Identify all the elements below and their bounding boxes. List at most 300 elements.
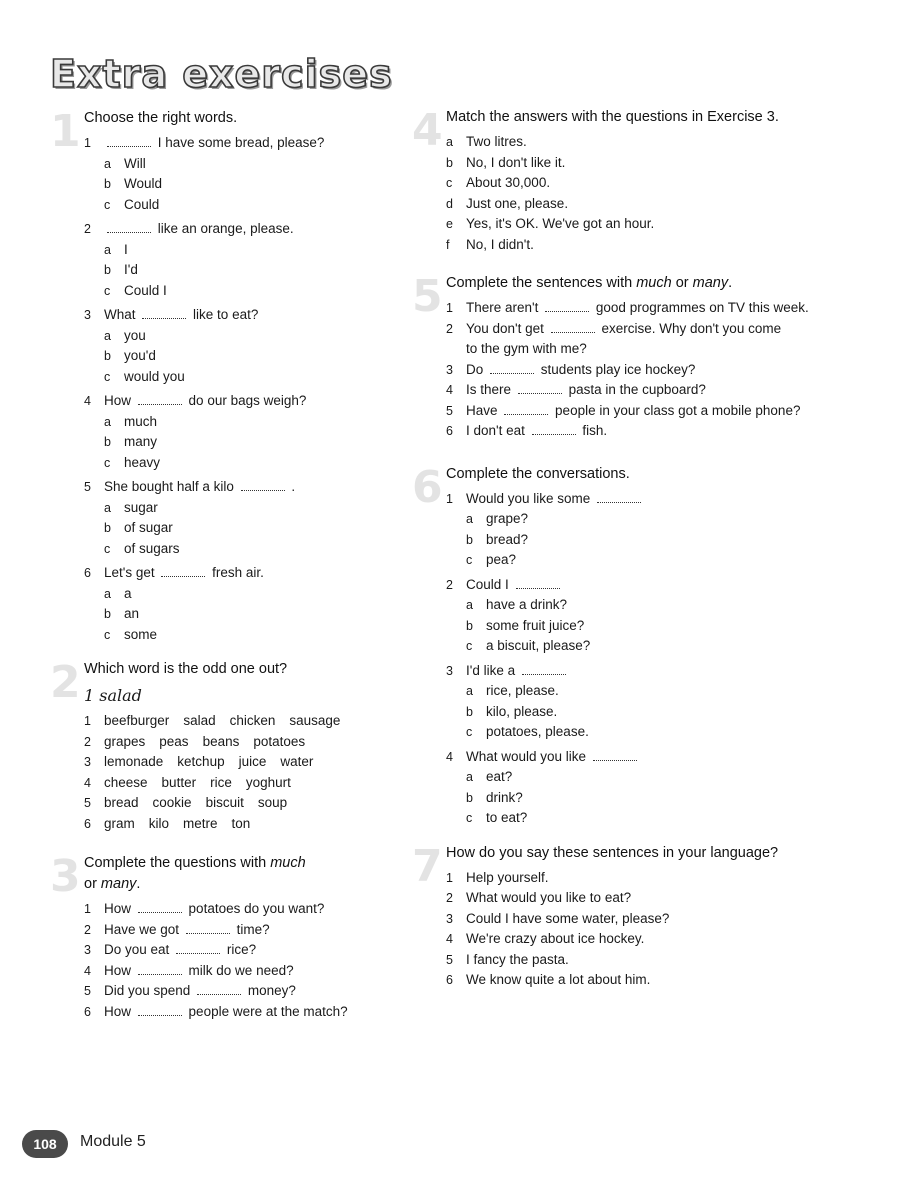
answer-row [446,173,842,194]
word: juice [238,754,267,769]
exercise-number: 6 [412,461,443,513]
word: water [280,754,314,769]
answer-blank[interactable] [138,901,182,913]
heading-many: many [100,876,137,892]
option-row [446,767,842,788]
question-pre: Could I [466,576,509,592]
question-post: fish. [582,423,608,438]
answer-blank[interactable] [138,963,182,975]
sentence-text: We're crazy about ice hockey. [466,931,645,946]
option-letter: c [104,197,111,212]
option-text: much [124,413,158,429]
question-text [466,575,842,596]
question-row [446,360,842,381]
option-letter: c [466,811,473,825]
question-text [466,319,842,340]
exercise-number: 5 [412,271,443,322]
sentence-row [446,929,842,950]
question-row [84,940,450,961]
word-group [104,793,450,814]
option-letter: c [104,541,111,556]
answer-blank[interactable] [107,135,151,147]
question-number: 5 [84,984,91,998]
answer-blank[interactable] [197,983,241,995]
word: metre [183,815,218,831]
question-list [84,899,450,1022]
word: kilo [148,815,170,831]
sentence-number: 2 [446,891,453,905]
word: peas [159,733,189,749]
question-row [446,489,842,510]
question-text [104,1002,450,1023]
option-row [446,722,842,743]
word: ketchup [177,754,225,769]
continuation-text: to the gym with me? [466,341,587,356]
question-number: 2 [84,222,91,236]
option-text: heavy [124,454,161,470]
question-number: 1 [446,491,453,506]
exercise-number: 4 [412,105,443,156]
exercise-6 [412,461,842,829]
option-letter: b [466,618,473,633]
answer-blank[interactable] [518,382,562,394]
question-pre: How [104,393,132,408]
question-pre: She bought half a kilo [104,479,234,494]
option-text: pea? [486,552,517,567]
question-pre: You don't get [466,320,544,336]
option-letter: a [466,598,473,612]
question-pre: How [104,1003,132,1019]
exercise-1 [50,105,450,645]
question-text [104,219,450,240]
option-text: eat? [486,769,513,784]
option-text: to eat? [486,810,528,825]
question-text [466,380,842,401]
question-row [446,661,842,682]
answer-letter: f [446,237,450,252]
question-row [446,380,842,401]
heading-or: or [671,275,693,291]
answer-row [446,214,842,235]
question-pre: What [104,307,136,322]
option-row [84,518,450,539]
question-pre: Let's get [104,565,155,580]
option-row [84,539,450,560]
question-post: students play ice hockey? [540,361,696,377]
word: lemonade [104,754,164,769]
question-pre: Do [466,361,484,377]
option-text: many [124,434,158,449]
question-number: 1 [84,136,91,150]
question-list [84,133,450,645]
answer-row [446,132,842,153]
question-pre: How [104,901,132,916]
word: grapes [104,733,146,749]
question-post: money? [247,983,296,998]
option-text: a [124,585,132,601]
heading-text: Complete the sentences with [446,275,637,291]
sentence-text: What would you like to eat? [466,890,632,905]
answer-row [446,235,842,256]
word: potatoes [253,733,306,749]
option-text: some [124,626,158,642]
sentence-list [446,868,842,991]
heading-end: . [728,275,733,291]
answer-blank[interactable] [138,1004,182,1016]
question-text [466,421,842,442]
row-number: 6 [84,816,91,831]
question-pre: What would you like [466,748,587,764]
question-row [84,920,450,941]
answer-blank[interactable] [551,321,595,333]
question-pre: Have [466,402,498,418]
answer-text: Just one, please. [466,195,569,211]
exercise-5 [412,273,842,442]
exercise-heading [446,273,842,294]
option-row [446,509,842,530]
answer-row [446,153,842,174]
option-row [84,367,450,388]
question-number: 4 [446,383,453,397]
answer-text: Two litres. [466,134,527,149]
answer-text: Yes, it's OK. We've got an hour. [466,216,655,231]
answer-text: No, I didn't. [466,236,534,252]
answer-letter: e [446,217,453,231]
question-text [104,305,450,326]
question-post: time? [236,921,270,937]
option-text: an [124,606,140,621]
option-row [84,498,450,519]
sentence-number: 3 [446,911,453,926]
word: biscuit [205,795,244,810]
word: beefburger [104,713,170,728]
answer-blank[interactable] [532,423,576,435]
question-text [104,477,450,498]
question-number: 4 [84,963,91,978]
question-pre: How [104,962,132,978]
question-post: like to eat? [193,307,259,322]
option-row [446,530,842,551]
question-number: 2 [446,321,453,336]
question-text [104,563,450,584]
row-number: 5 [84,796,91,810]
word: ton [231,815,251,831]
option-row [446,616,842,637]
option-letter: c [466,639,473,653]
word: salad [183,713,216,728]
word: chicken [229,713,276,728]
option-letter: b [104,435,111,449]
question-number: 6 [84,1004,91,1019]
question-post: rice? [226,942,257,957]
question-text [466,298,842,319]
question-post: milk do we need? [188,962,294,978]
question-row [446,298,842,319]
answer-letter: d [446,196,453,211]
page-number-badge: 108 [22,1130,68,1158]
question-number: 1 [446,301,453,315]
question-text [104,940,450,961]
question-number: 6 [84,566,91,580]
question-pre: There aren't [466,300,539,315]
option-letter: a [104,328,111,343]
option-row [446,808,842,829]
option-letter: c [104,283,111,298]
word: cookie [152,795,192,810]
option-text: I [124,241,128,257]
option-text: would you [124,368,185,384]
question-pre: Have we got [104,921,180,937]
question-text [104,920,450,941]
exercise-number: 1 [50,106,81,157]
option-row [84,346,450,367]
option-row [84,154,450,175]
exercise-heading: How do you say these sentences in your language? [446,844,779,861]
row-number: 3 [84,755,91,769]
option-row [84,625,450,646]
question-post: people were at the match? [188,1003,348,1019]
option-text: drink? [486,789,523,805]
module-label: Module 5 [80,1133,146,1150]
sentence-number: 1 [446,870,453,885]
word-row [84,752,450,773]
question-number: 2 [446,577,453,592]
answer-text: About 30,000. [466,175,551,190]
sentence-row [446,888,842,909]
question-text [466,360,842,381]
question-text [466,489,842,510]
question-text [104,133,450,154]
option-text: of sugar [124,520,173,535]
question-row [84,391,450,412]
option-letter: c [104,455,111,470]
option-letter: a [104,586,111,601]
option-letter: b [466,704,473,719]
option-row [84,432,450,453]
option-letter: a [104,414,111,429]
question-row [84,1002,450,1023]
option-row [446,550,842,571]
option-text: potatoes, please. [486,724,589,739]
option-letter: b [104,263,111,277]
option-row [84,195,450,216]
option-row [84,174,450,195]
option-row [84,281,450,302]
sentence-number: 6 [446,973,453,987]
word-group [104,814,450,835]
option-letter: b [466,532,473,547]
option-letter: c [104,627,111,642]
left-column [50,105,450,1022]
word-group [104,732,450,753]
sentence-number: 4 [446,932,453,946]
question-row [84,133,450,154]
question-pre: I don't eat [466,423,525,438]
sentence-text: Help yourself. [466,869,549,885]
option-letter: a [466,770,473,784]
option-row [446,788,842,809]
word-group [104,711,450,732]
exercise-heading: Match the answers with the questions in Exercise 3. [446,109,779,125]
answer-blank[interactable] [241,479,285,491]
question-number: 6 [446,424,453,438]
answer-blank[interactable] [142,307,186,319]
heading-text: Complete the questions with [84,855,271,871]
exercise-heading [84,853,354,895]
option-text: Will [124,155,146,171]
option-letter: c [466,725,473,739]
question-row [84,219,450,240]
question-text [466,747,842,768]
answer-blank[interactable] [490,362,534,374]
question-post: do our bags weigh? [188,393,307,408]
question-number: 4 [446,749,453,764]
word: rice [210,774,232,790]
question-row [446,319,842,340]
exercise-4 [412,107,842,255]
page-title: Extra exercises [50,52,393,96]
question-pre: Is there [466,382,512,397]
word: sausage [289,713,341,728]
worked-example: 1 salad [84,686,142,705]
heading-much: much [270,855,306,871]
option-row [446,702,842,723]
answer-blank[interactable] [138,393,182,405]
question-row [446,747,842,768]
question-post: fresh air. [212,565,264,580]
option-text: bread? [486,531,529,547]
word: beans [202,733,240,749]
question-post: . [291,479,296,494]
answer-blank[interactable] [516,577,560,589]
option-text: of sugars [124,540,180,556]
exercise-heading: Complete the conversations. [446,465,630,482]
answer-blank[interactable] [186,922,230,934]
word-row [84,773,450,794]
sentence-row [446,970,842,991]
answer-blank[interactable] [597,491,641,503]
option-text: sugar [124,499,158,515]
question-number: 3 [84,943,91,957]
option-text: rice, please. [486,683,559,698]
question-number: 3 [446,663,453,678]
option-row [84,453,450,474]
exercise-2 [50,659,450,834]
option-letter: b [104,521,111,535]
sentence-text: I fancy the pasta. [466,951,569,967]
option-letter: c [466,553,473,567]
question-post: pasta in the cupboard? [568,382,706,397]
sentence-row [446,950,842,971]
heading-much: much [636,275,672,291]
option-text: Would [124,176,163,191]
option-text: you'd [124,348,156,363]
question-row [446,575,842,596]
word-group [104,773,450,794]
question-row [84,899,450,920]
sentence-text: Could I have some water, please? [466,910,670,926]
question-row [446,401,842,422]
word: bread [104,795,139,810]
answer-blank[interactable] [545,300,589,312]
option-text: a biscuit, please? [486,638,591,653]
option-row [446,595,842,616]
option-text: grape? [486,511,529,526]
option-text: Could I [124,282,167,298]
word-row [84,711,450,732]
heading-many: many [692,275,729,291]
question-row [84,305,450,326]
exercise-3 [50,853,450,1022]
word-group [104,752,450,773]
option-letter: b [104,177,111,191]
question-post: people in your class got a mobile phone? [555,402,801,418]
question-number: 2 [84,922,91,937]
question-number: 1 [84,902,91,916]
option-letter: b [104,607,111,621]
sentence-text: We know quite a lot about him. [466,972,651,987]
word: cheese [104,774,148,790]
answer-list [446,132,842,255]
heading-end: . [136,876,141,892]
question-list [446,298,842,442]
answer-blank[interactable] [176,942,220,954]
question-text [104,961,450,982]
question-row [446,421,842,442]
option-text: you [124,327,146,343]
question-number: 5 [84,480,91,494]
word: gram [104,815,135,831]
exercise-heading: Which word is the odd one out? [84,661,288,677]
question-row [84,477,450,498]
word-row [84,814,450,835]
option-row [84,604,450,625]
heading-or: or [84,876,101,892]
option-letter: a [104,242,111,257]
option-letter: b [466,790,473,805]
word: soup [257,795,288,810]
option-row [84,584,450,605]
spacer [446,339,466,360]
word-row [84,732,450,753]
option-text: Could [124,196,160,212]
question-pre: Do you eat [104,942,170,957]
answer-blank[interactable] [593,749,637,761]
answer-blank[interactable] [504,403,548,415]
option-row [446,681,842,702]
question-row [84,563,450,584]
option-row [446,636,842,657]
sentence-row [446,868,842,889]
sentence-number: 5 [446,952,453,967]
question-number: 4 [84,394,91,408]
option-letter: c [104,369,111,384]
answer-blank[interactable] [522,663,566,675]
question-pre: Would you like some [466,490,591,506]
answer-blank[interactable] [107,221,151,233]
answer-blank[interactable] [161,565,205,577]
word-row [84,793,450,814]
option-text: have a drink? [486,597,568,612]
right-column [412,107,842,991]
option-text: I'd [124,262,138,277]
exercise-heading: Choose the right words. [84,110,238,126]
question-row [84,981,450,1002]
sentence-row [446,909,842,930]
row-number: 1 [84,714,91,728]
answer-row [446,194,842,215]
question-pre: Did you spend [104,983,191,998]
